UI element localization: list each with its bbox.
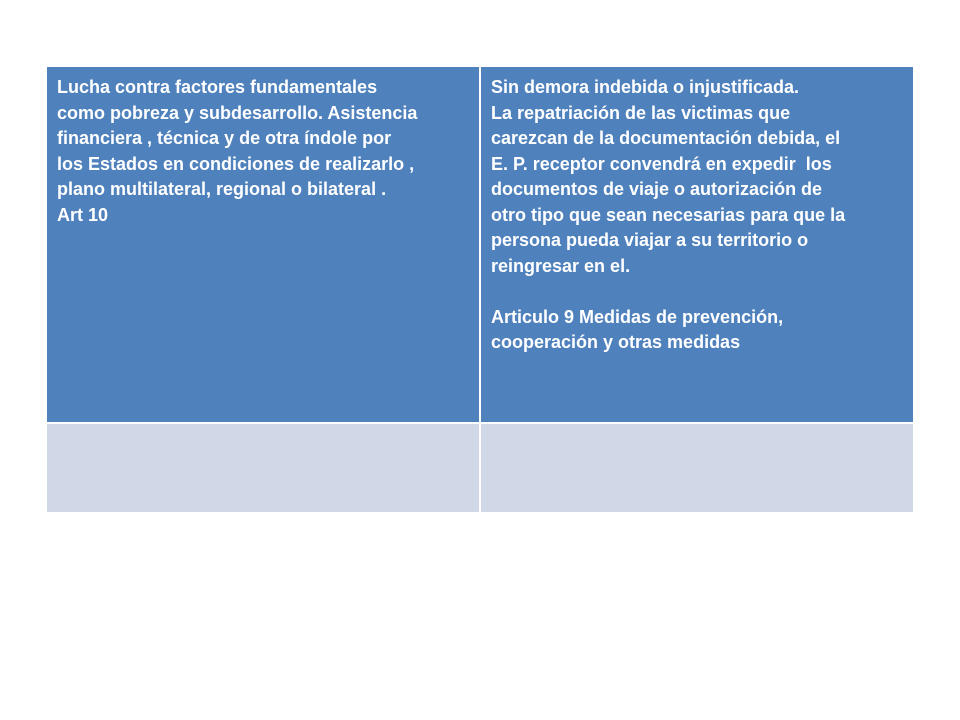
cell-text-line: plano multilateral, regional o bilateral . (57, 179, 387, 199)
cell-text-line: carezcan de la documentación debida, el (491, 128, 841, 148)
cell-text-line: E. P. receptor convendrá en expedir los (491, 153, 832, 174)
paragraph-spacer (491, 279, 903, 305)
cell-text-line: financiera , técnica y de otra índole por (57, 128, 392, 148)
cell-text-line: reingresar en el. (491, 255, 631, 276)
cell-text-line: documentos de viaje o autorización de (491, 179, 823, 199)
cell-text-line: cooperación y otras medidas (491, 332, 741, 352)
table-cell-r1-c1 (47, 67, 479, 422)
cell-text-line: los Estados en condiciones de realizarlo , (57, 153, 415, 174)
table (47, 67, 913, 512)
cell-text-line: Lucha contra factores fundamentales (57, 77, 378, 97)
cell-text-line: otro tipo que sean necesarias para que la (491, 204, 846, 225)
cell-text-line: persona pueda viajar a su territorio o (491, 230, 809, 250)
table-cell-r2-c1 (47, 424, 479, 512)
cell-text-line: Sin demora indebida o injustificada. (491, 77, 800, 97)
cell-text-line: como pobreza y subdesarrollo. Asistencia (57, 102, 418, 123)
table-cell-r2-c2 (481, 424, 913, 512)
cell-text-line: Articulo 9 Medidas de prevención, (491, 306, 784, 327)
table-cell-r1-c2 (481, 67, 913, 422)
cell-text-line: La repatriación de las victimas que (491, 102, 791, 123)
cell-text-line: Art 10 (57, 204, 109, 225)
